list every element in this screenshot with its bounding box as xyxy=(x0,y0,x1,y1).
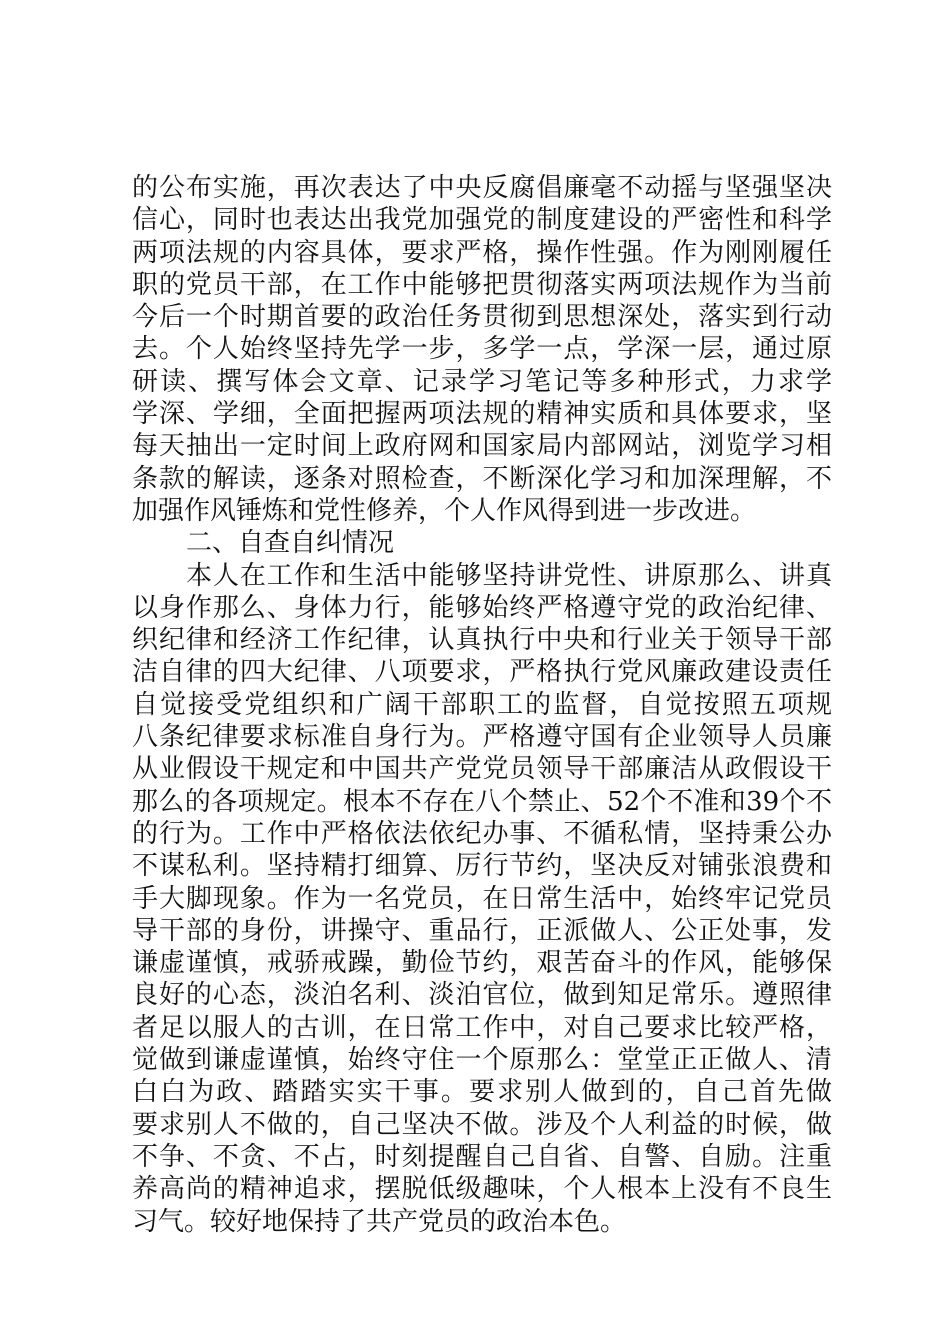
text-line: 八条纪律要求标准自身行为。严格遵守国有企业领导人员廉 xyxy=(132,722,832,753)
text-line: 良好的心态，淡泊名利、淡泊官位，做到知足常乐。遵照律 xyxy=(132,980,832,1011)
paragraph-1 xyxy=(132,172,832,527)
text-line: 的公布实施，再次表达了中央反腐倡廉毫不动摇与坚强坚决 xyxy=(132,173,832,203)
text-line: 加强作风锤炼和党性修养，个人作风得到进一步改进。 xyxy=(132,495,757,526)
document-body xyxy=(132,172,832,1238)
text-line: 要求别人不做的，自己坚决不做。涉及个人利益的时候，做 xyxy=(132,1109,832,1140)
text-line: 的行为。工作中严格依法依纪办事、不循私情，坚持秉公办 xyxy=(132,818,832,849)
text-line: 信心，同时也表达出我党加强党的制度建设的严密性和科学 xyxy=(132,205,832,236)
text-line: 条款的解读，逐条对照检查，不断深化学习和加深理解，不 xyxy=(132,463,832,494)
text-line: 洁自律的四大纪律、八项要求，严格执行党风廉政建设责任 xyxy=(132,657,832,688)
text-line: 职的党员干部，在工作中能够把贯彻落实两项法规作为当前 xyxy=(132,269,832,300)
text-line: 导干部的身份，讲操守、重品行，正派做人、公正处事，发 xyxy=(132,915,832,946)
text-line: 织纪律和经济工作纪律，认真执行中央和行业关于领导干部 xyxy=(132,625,832,656)
text-line: 习气。较好地保持了共产党员的政治本色。 xyxy=(132,1206,627,1237)
paragraph-2 xyxy=(132,560,832,1238)
text-line: 今后一个时期首要的政治任务贯彻到思想深处，落实到行动 xyxy=(132,302,832,333)
text-line: 学深、学细，全面把握两项法规的精神实质和具体要求，坚 xyxy=(132,399,832,430)
text-line: 研读、撰写体会文章、记录学习笔记等多种形式，力求学 xyxy=(132,366,832,397)
text-line: 以身作那么、身体力行，能够始终严格遵守党的政治纪律、 xyxy=(132,592,832,623)
text-line: 本人在工作和生活中能够坚持讲党性、讲原那么、讲真 xyxy=(186,560,832,591)
text-line: 白白为政、踏踏实实干事。要求别人做到的，自己首先做 xyxy=(132,1077,832,1108)
text-line: 谦虚谨慎，戒骄戒躁，勤俭节约，艰苦奋斗的作风，能够保 xyxy=(132,948,832,979)
section-heading: 二、自查自纠情况 xyxy=(186,528,395,559)
text-line: 自觉接受党组织和广阔干部职工的监督，自觉按照五项规 xyxy=(132,689,832,720)
text-line: 去。个人始终坚持先学一步，多学一点，学深一层，通过原 xyxy=(132,334,832,365)
text-line: 养高尚的精神追求，摆脱低级趣味，个人根本上没有不良生 xyxy=(132,1174,832,1205)
text-line: 者足以服人的古训，在日常工作中，对自己要求比较严格， xyxy=(132,1012,832,1043)
text-line: 手大脚现象。作为一名党员，在日常生活中，始终牢记党员 xyxy=(132,883,832,914)
text-line: 不谋私利。坚持精打细算、厉行节约，坚决反对铺张浪费和 xyxy=(132,851,832,882)
text-line: 不争、不贪、不占，时刻提醒自己自省、自警、自励。注重 xyxy=(132,1141,832,1172)
text-line: 两项法规的内容具体，要求严格，操作性强。作为刚刚履任 xyxy=(132,237,832,268)
text-line: 从业假设干规定和中国共产党党员领导干部廉洁从政假设干 xyxy=(132,754,832,785)
text-line: 每天抽出一定时间上政府网和国家局内部网站，浏览学习相 xyxy=(132,431,832,462)
text-line: 觉做到谦虚谨慎，始终守住一个原那么：堂堂正正做人、清 xyxy=(132,1045,832,1076)
text-line: 那么的各项规定。根本不存在八个禁止、52个不准和39个不 xyxy=(132,786,832,817)
